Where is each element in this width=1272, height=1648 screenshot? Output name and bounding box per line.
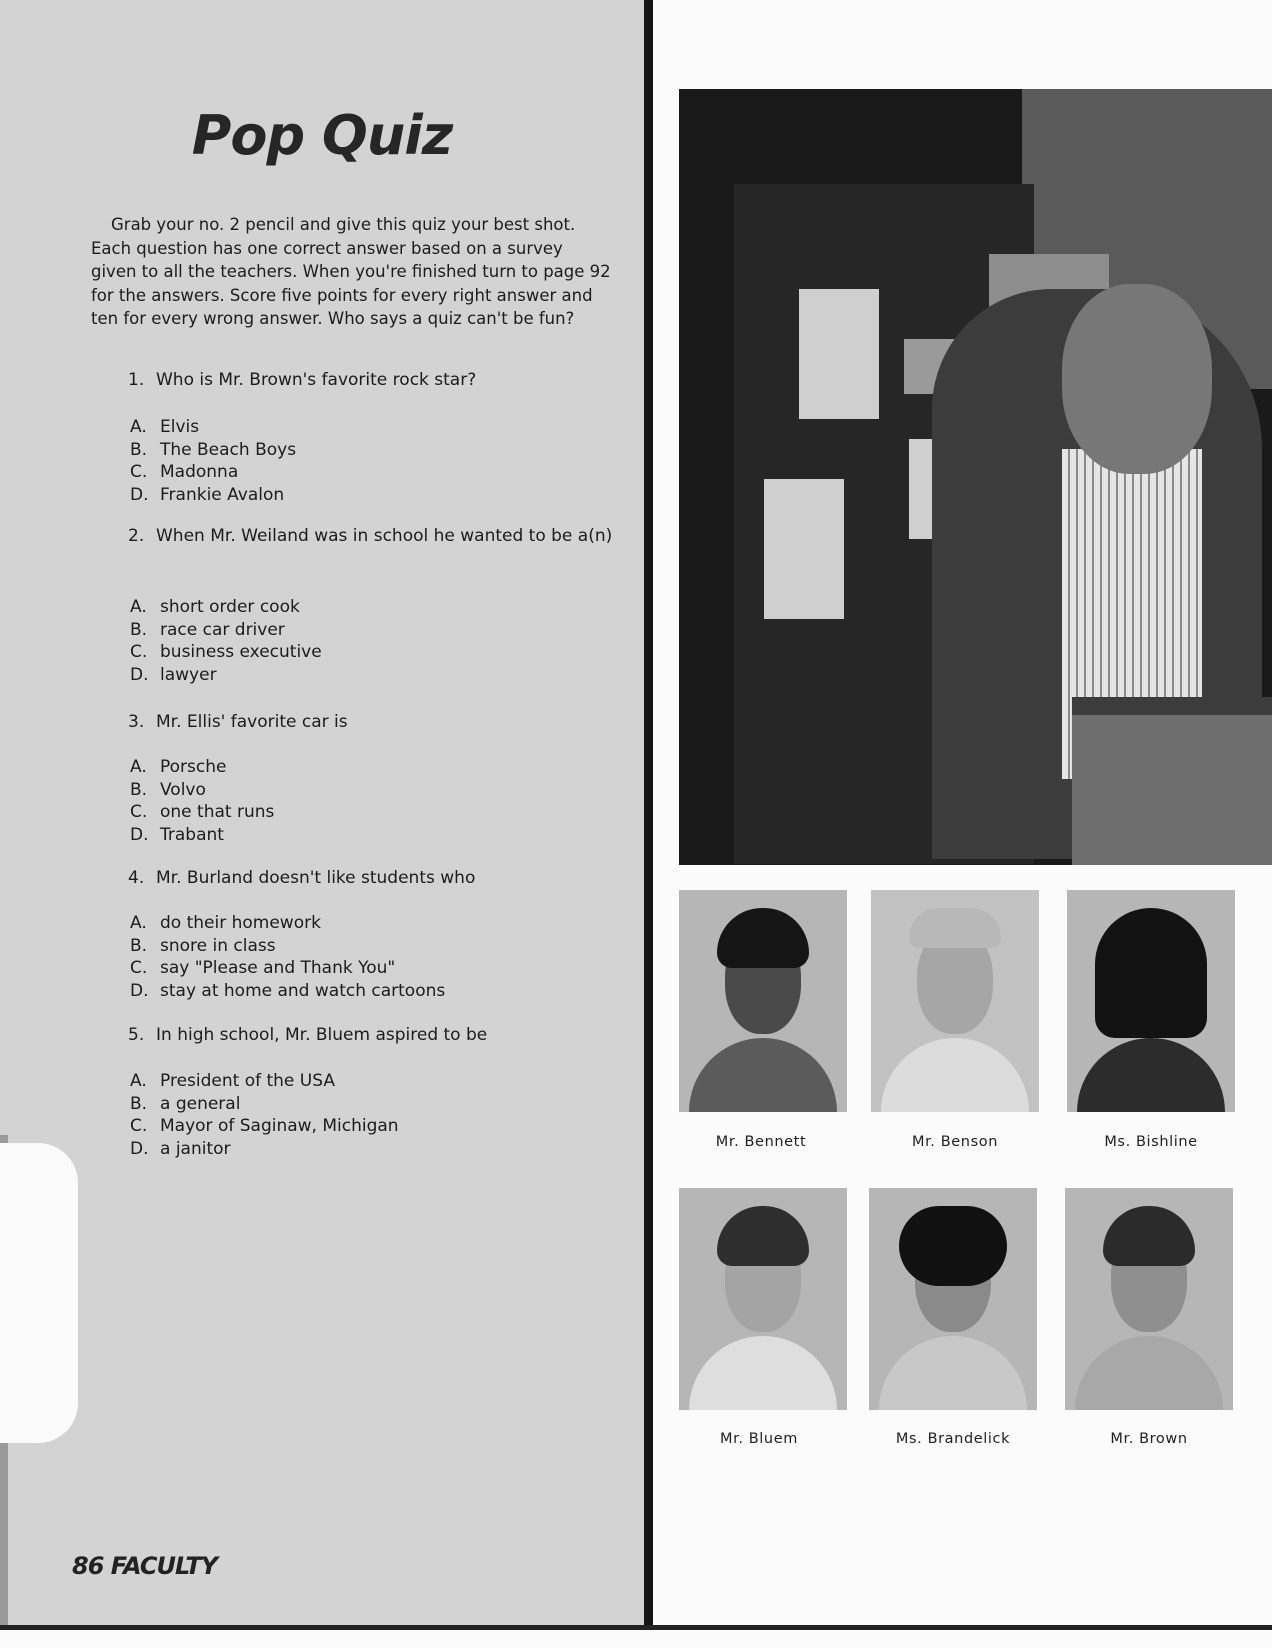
faculty-portrait [1067,890,1235,1112]
option-letter: D. [130,1138,149,1159]
answer-option [130,1070,399,1093]
answer-option [130,1093,399,1116]
option-text: Volvo [160,779,206,800]
option-text: Porsche [160,757,227,777]
answer-option [130,1115,399,1138]
faculty-portrait [679,1188,847,1410]
question-text: In high school, Mr. Bluem aspired to be [156,1025,488,1045]
answer-option [130,1138,399,1161]
portrait-hair [909,908,1001,948]
portrait-caption: Mr. Bluem [720,1431,798,1447]
answer-option [130,779,274,802]
faculty-portrait [679,890,847,1112]
option-text: Trabant [160,824,224,845]
option-text: say "Please and Thank You" [160,958,396,978]
option-text: President of the USA [160,1071,335,1091]
answer-option [130,824,274,847]
answer-option [130,461,296,484]
option-letter: B. [130,779,148,800]
option-letter: A. [130,757,147,777]
question-number: 5. [128,1025,145,1045]
option-text: stay at home and watch cartoons [160,980,446,1001]
answer-option [130,912,445,935]
option-letter: B. [130,619,148,640]
option-letter: B. [130,439,148,460]
option-text: a general [160,1093,241,1114]
portrait-bust [689,1038,837,1112]
option-letter: D. [130,980,149,1001]
option-text: Frankie Avalon [160,484,285,505]
answer-options [130,596,322,686]
portrait-bust [881,1038,1029,1112]
posted-notice [764,479,844,619]
option-letter: D. [130,824,149,845]
question-number: 2. [128,526,145,546]
answer-options [130,1070,399,1160]
answer-option [130,664,322,687]
portrait-hair [717,1206,809,1266]
answer-option [130,957,445,980]
answer-options [130,416,296,506]
portrait-hair [717,908,809,968]
question-number: 3. [128,712,145,732]
option-letter: C. [130,642,148,662]
option-letter: D. [130,484,149,505]
answer-option [130,619,322,642]
answer-option [130,484,296,507]
page-title: Pop Quiz [191,104,453,167]
answer-option [130,801,274,824]
option-letter: C. [130,462,148,482]
option-letter: A. [130,1071,147,1091]
portrait-caption: Ms. Brandelick [895,1431,1011,1447]
intro-paragraph: Grab your no. 2 pencil and give this quiz your best shot. Each question has one correct answer based on a survey given to all the teachers. When you're finished turn to page 92 for the answers. Score five points for every right answer and ten for every wrong answer. Who says a quiz can't be fun? [91,215,611,328]
quiz-question [128,866,618,891]
portrait-bust [879,1336,1027,1410]
option-text: race car driver [160,619,285,640]
question-text: Who is Mr. Brown's favorite rock star? [156,370,477,390]
answer-options [130,912,445,1002]
question-text: Mr. Burland doesn't like students who [156,868,476,888]
quiz-question [128,368,618,393]
answer-option [130,416,296,439]
option-letter: B. [130,1093,148,1114]
option-letter: D. [130,664,149,685]
option-text: The Beach Boys [160,439,297,460]
page-notch [0,1143,78,1443]
portrait-bust [689,1336,837,1410]
page-bottom-edge [0,1625,1272,1630]
option-text: lawyer [160,664,217,685]
option-text: short order cook [160,597,300,617]
option-letter: B. [130,935,148,956]
option-text: Elvis [160,417,200,437]
answer-options [130,756,274,846]
option-letter: A. [130,913,147,933]
portrait-caption: Ms. Bishline [1104,1134,1198,1150]
option-text: one that runs [160,802,275,822]
option-text: business executive [160,642,322,662]
portrait-hair [1103,1206,1195,1266]
podium [1072,697,1272,865]
answer-option [130,596,322,619]
portrait-caption: Mr. Bennett [715,1134,807,1150]
option-text: snore in class [160,935,276,956]
quiz-question [128,710,618,735]
option-text: Madonna [160,462,239,482]
faculty-portrait [1065,1188,1233,1410]
faculty-portrait [871,890,1039,1112]
option-letter: C. [130,802,148,822]
quiz-question [128,1023,618,1048]
page-footer: 86 FACULTY [72,1552,218,1580]
question-text: When Mr. Weiland was in school he wanted to be a(n) [156,526,613,546]
option-letter: C. [130,1116,148,1136]
faculty-portrait [869,1188,1037,1410]
question-text: Mr. Ellis' favorite car is [156,712,348,732]
teacher-podium-photo [679,89,1272,865]
portrait-caption: Mr. Brown [1110,1431,1188,1447]
portrait-hair [1095,908,1207,1038]
answer-option [130,641,322,664]
option-letter: C. [130,958,148,978]
answer-option [130,439,296,462]
question-number: 1. [128,370,145,390]
option-text: do their homework [160,913,321,933]
portrait-hair [899,1206,1007,1286]
quiz-question [128,524,618,549]
page-gutter [644,0,653,1625]
portrait-bust [1077,1038,1225,1112]
option-text: Mayor of Saginaw, Michigan [160,1116,399,1136]
answer-option [130,980,445,1003]
option-text: a janitor [160,1138,231,1159]
answer-option [130,935,445,958]
question-number: 4. [128,868,145,888]
option-letter: A. [130,597,147,617]
teacher-head [1062,284,1212,474]
answer-option [130,756,274,779]
posted-notice [799,289,879,419]
portrait-bust [1075,1336,1223,1410]
portrait-caption: Mr. Benson [911,1134,999,1150]
option-letter: A. [130,417,147,437]
